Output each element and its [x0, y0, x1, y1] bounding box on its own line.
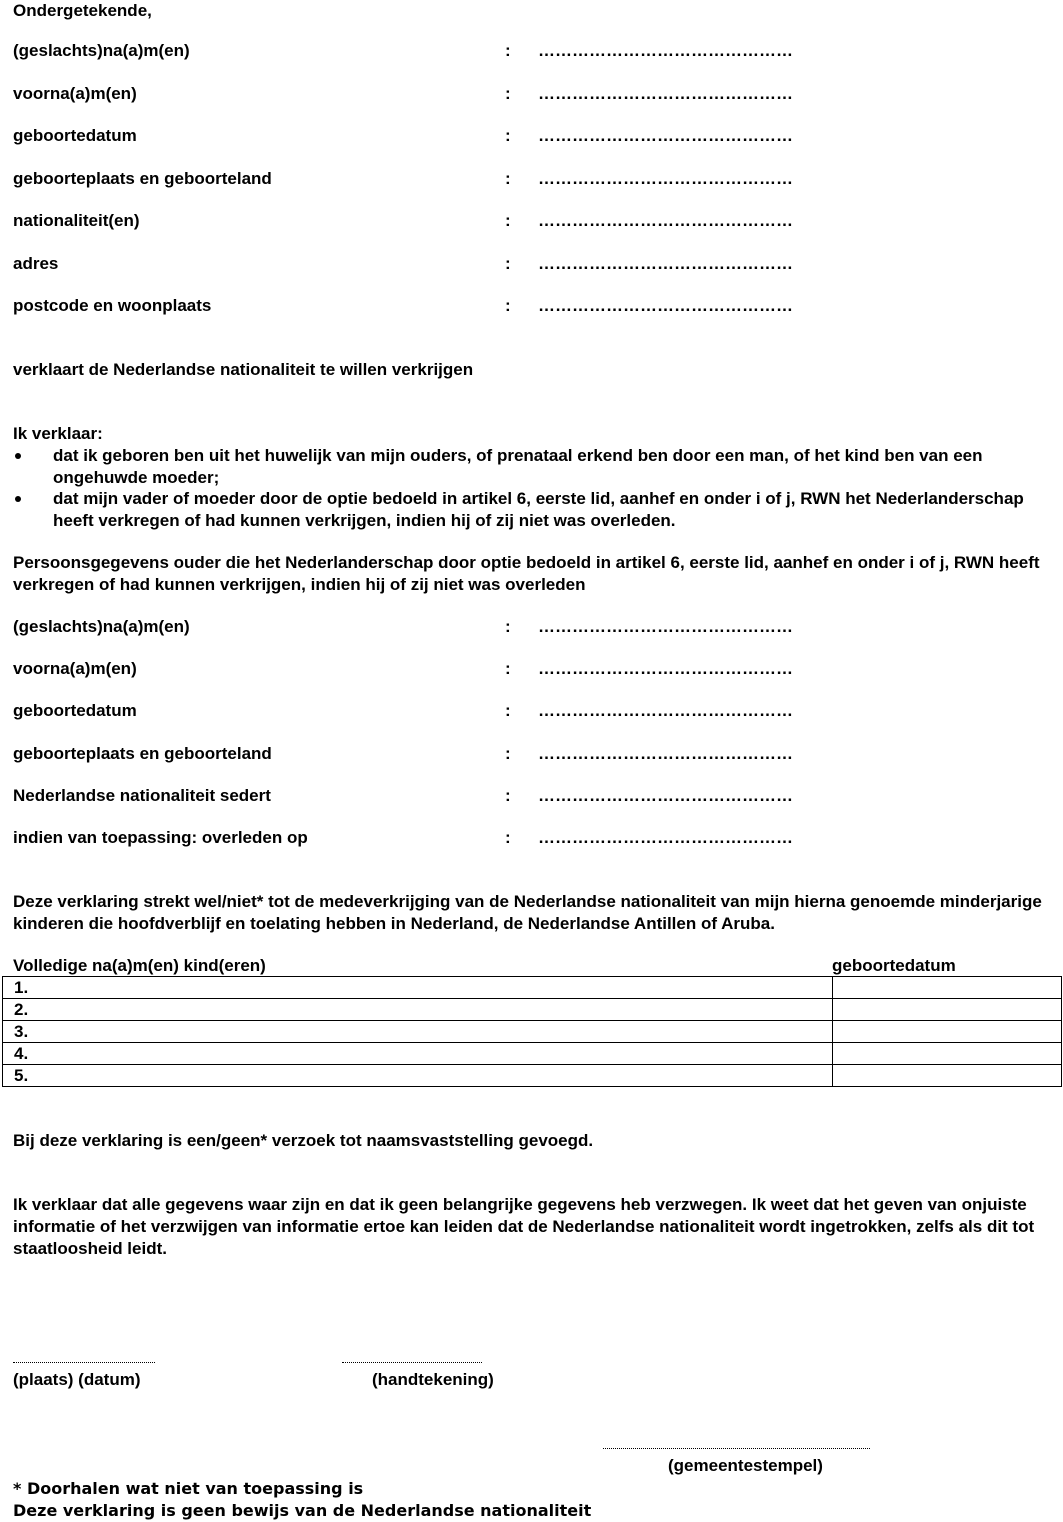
field-colon: : [505, 659, 511, 678]
child-name-cell[interactable]: 5. [3, 1065, 833, 1087]
children-table [2, 976, 1062, 1087]
parent-nationality-since-field[interactable]: ……………………………………… [538, 786, 793, 805]
applicant-postcode-field[interactable]: ……………………………………… [538, 296, 793, 315]
child-birthdate-cell[interactable] [833, 1021, 1062, 1043]
statement-bullet-text: dat mijn vader of moeder door de optie bedoeld in artikel 6, eerste lid, aanhef en onder i of j, RWN het Nederlanderschap heeft verkregen of had kunnen verkrijgen, indien hij of zij niet was overleden. [53, 489, 1024, 530]
statement-bullet-text: dat ik geboren ben uit het huwelijk van mijn ouders, of prenataal erkend ben door een man, of het kind ben van een ongehuwde moeder; [53, 446, 983, 487]
parent-surname-field[interactable]: ……………………………………… [538, 617, 793, 636]
applicant-nationality-field[interactable]: ……………………………………… [538, 211, 793, 230]
applicant-birthplace-field[interactable]: ……………………………………… [538, 169, 793, 188]
child-birthdate-cell[interactable] [833, 1065, 1062, 1087]
field-colon: : [505, 84, 511, 103]
table-row [3, 1043, 1062, 1065]
stamp-line[interactable] [603, 1448, 870, 1449]
place-date-line[interactable] [13, 1362, 155, 1363]
parent-deceased-field[interactable]: ……………………………………… [538, 828, 793, 847]
children-intro: Deze verklaring strekt wel/niet* tot de medeverkrijging van de Nederlandse nationaliteit van mijn hierna genoemde minderjarige kinderen die hoofdverblijf en toelating hebben in Nederland, de Nederlandse Antillen of Aruba. [13, 892, 1042, 933]
signature-label: (handtekening) [372, 1370, 494, 1389]
applicant-surname-field[interactable]: ……………………………………… [538, 41, 793, 60]
applicant-birthdate-field[interactable]: ……………………………………… [538, 126, 793, 145]
field-colon: : [505, 296, 511, 315]
table-row [3, 999, 1062, 1021]
applicant-address-label: adres [13, 254, 59, 273]
applicant-birthdate-label: geboortedatum [13, 126, 137, 145]
applicant-address-field[interactable]: ……………………………………… [538, 254, 793, 273]
applicant-firstname-label: voorna(a)m(en) [13, 84, 137, 103]
field-colon: : [505, 786, 511, 805]
truth-statement: Ik verklaar dat alle gegevens waar zijn en dat ik geen belangrijke gegevens heb verzwegen. Ik weet dat het geven van onjuiste informatie of het verzwijgen van informatie ertoe kan leiden dat de Nederlandse nationaliteit wordt ingetrokken, zelfs als dit tot staatloosheid leidt. [13, 1195, 1035, 1258]
parent-surname-label: (geslachts)na(a)m(en) [13, 617, 190, 636]
table-row [3, 1021, 1062, 1043]
parent-deceased-label: indien van toepassing: overleden op [13, 828, 308, 847]
child-name-cell[interactable]: 2. [3, 999, 833, 1021]
child-name-cell[interactable]: 1. [3, 977, 833, 999]
table-row [3, 1065, 1062, 1087]
table-row [3, 977, 1062, 999]
children-name-header: Volledige na(a)m(en) kind(eren) [13, 956, 266, 975]
parent-firstname-label: voorna(a)m(en) [13, 659, 137, 678]
stamp-label: (gemeentestempel) [668, 1456, 823, 1475]
place-date-label: (plaats) (datum) [13, 1370, 141, 1389]
declaration-text: verklaart de Nederlandse nationaliteit te willen verkrijgen [13, 360, 474, 379]
field-colon: : [505, 828, 511, 847]
parent-firstname-field[interactable]: ……………………………………… [538, 659, 793, 678]
child-birthdate-cell[interactable] [833, 977, 1062, 999]
field-colon: : [505, 254, 511, 273]
parent-birthplace-label: geboorteplaats en geboorteland [13, 744, 272, 763]
field-colon: : [505, 169, 511, 188]
field-colon: : [505, 617, 511, 636]
parent-birthplace-field[interactable]: ……………………………………… [538, 744, 793, 763]
applicant-nationality-label: nationaliteit(en) [13, 211, 140, 230]
field-colon: : [505, 701, 511, 720]
field-colon: : [505, 126, 511, 145]
applicant-postcode-label: postcode en woonplaats [13, 296, 212, 315]
field-colon: : [505, 211, 511, 230]
field-colon: : [505, 41, 511, 60]
children-birthdate-header: geboortedatum [832, 956, 956, 975]
statement-heading: Ik verklaar: [13, 424, 103, 443]
child-birthdate-cell[interactable] [833, 1043, 1062, 1065]
child-name-cell[interactable]: 3. [3, 1021, 833, 1043]
field-colon: : [505, 744, 511, 763]
child-birthdate-cell[interactable] [833, 999, 1062, 1021]
footnote-strike: * Doorhalen wat niet van toepassing is [13, 1479, 364, 1498]
parent-intro: Persoonsgegevens ouder die het Nederlanderschap door optie bedoeld in artikel 6, eerste lid, aanhef en onder i of j, RWN heeft verkregen of had kunnen verkrijgen, indien hij of zij niet was overleden [13, 553, 1040, 594]
parent-birthdate-label: geboortedatum [13, 701, 137, 720]
parent-nationality-since-label: Nederlandse nationaliteit sedert [13, 786, 271, 805]
signature-line[interactable] [342, 1362, 482, 1363]
applicant-firstname-field[interactable]: ……………………………………… [538, 84, 793, 103]
footnote-no-proof: Deze verklaring is geen bewijs van de Nederlandse nationaliteit [13, 1501, 592, 1520]
name-request-text: Bij deze verklaring is een/geen* verzoek tot naamsvaststelling gevoegd. [13, 1131, 594, 1150]
parent-birthdate-field[interactable]: ……………………………………… [538, 701, 793, 720]
applicant-surname-label: (geslachts)na(a)m(en) [13, 41, 190, 60]
form-title: Ondergetekende, [13, 1, 152, 20]
child-name-cell[interactable]: 4. [3, 1043, 833, 1065]
applicant-birthplace-label: geboorteplaats en geboorteland [13, 169, 272, 188]
